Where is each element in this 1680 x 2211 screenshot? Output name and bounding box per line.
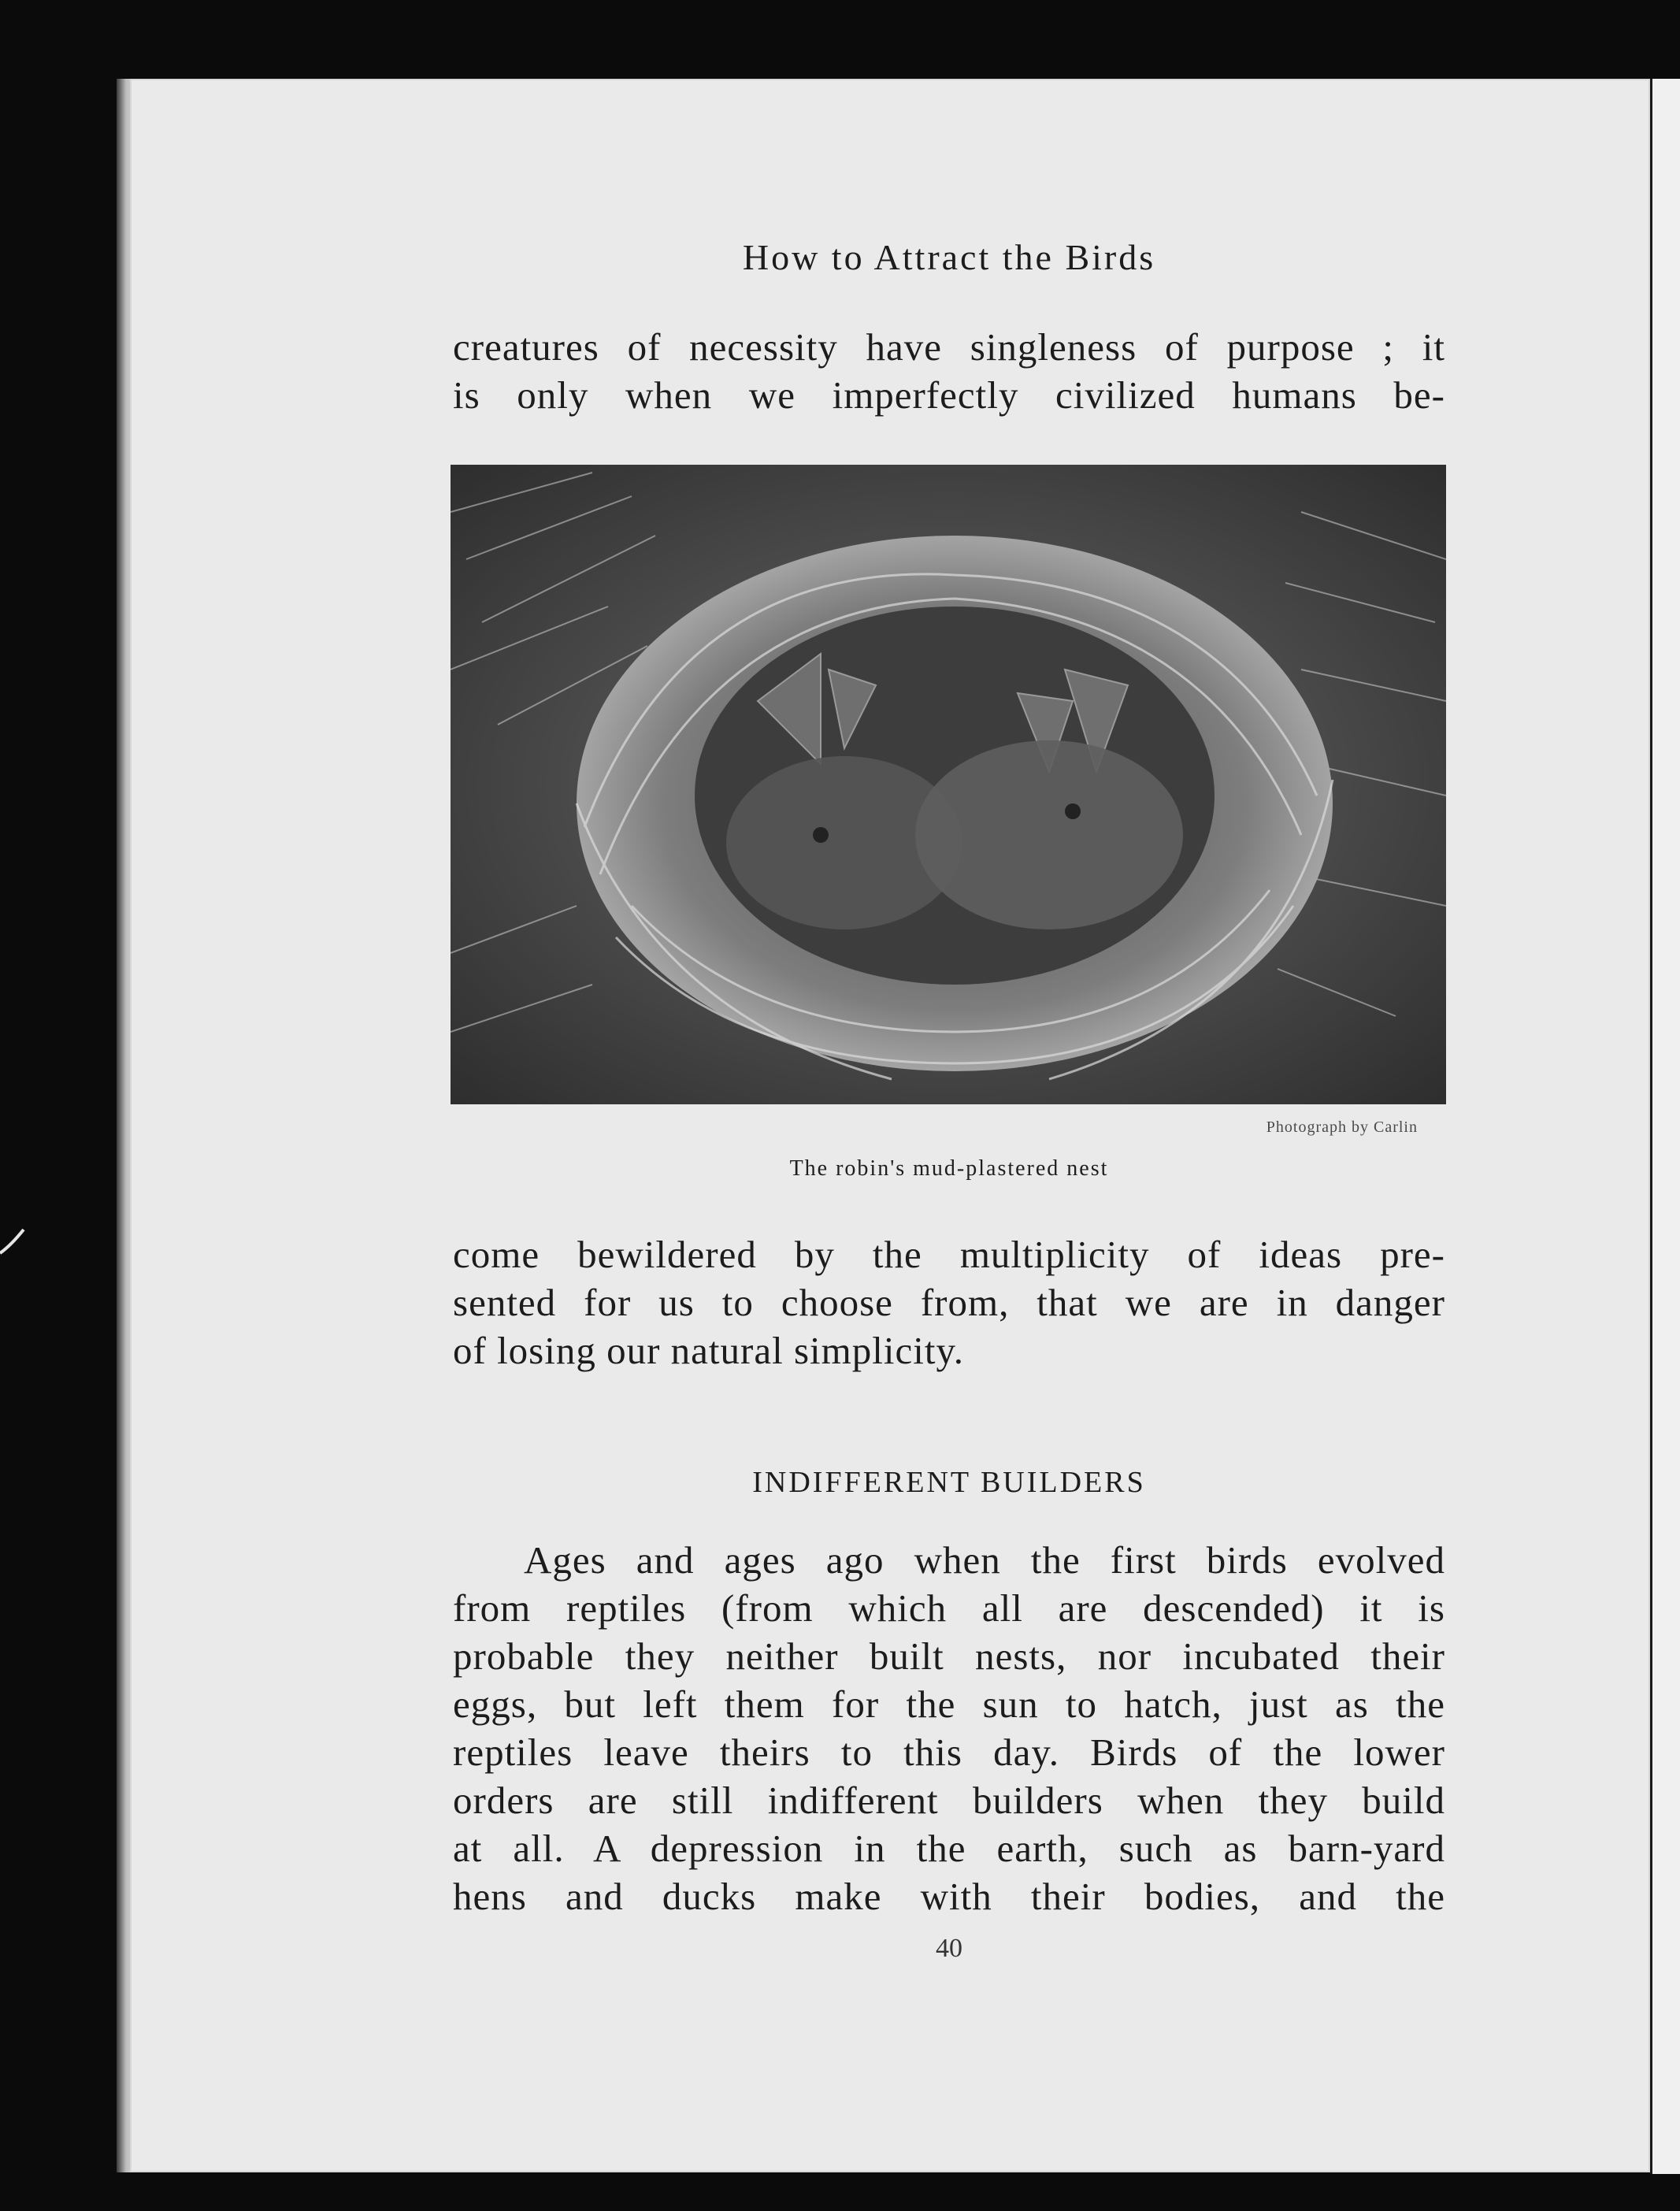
text-line: at all. A depression in the earth, such as barn-yard (453, 1827, 1445, 1870)
photo-credit: Photograph by Carlin (1266, 1118, 1418, 1136)
text-line: creatures of necessity have singleness of purpose ; it (453, 325, 1445, 369)
text-line: hens and ducks make with their bodies, and the (453, 1875, 1445, 1918)
text-line: probable they neither built nests, nor incubated their (453, 1634, 1445, 1678)
scan-artifact-mark (0, 1225, 28, 1256)
continued-paragraph (453, 1230, 1445, 1374)
text-line: reptiles leave theirs to this day. Birds of the lower (453, 1731, 1445, 1774)
text-line: from reptiles (from which all are descended) it is (453, 1586, 1445, 1630)
text-line: come bewildered by the multiplicity of ideas pre- (453, 1233, 1445, 1276)
facing-page-edge (1650, 79, 1680, 2174)
text-line: of losing our natural simplicity. (453, 1329, 965, 1372)
running-head: How to Attract the Birds (742, 237, 1156, 277)
text-line: is only when we imperfectly civilized humans be- (453, 373, 1445, 417)
top-paragraph (453, 323, 1445, 419)
text-line: Ages and ages ago when the first birds evolved (524, 1538, 1445, 1582)
page-number: 40 (936, 1934, 962, 1963)
text-line: sented for us to choose from, that we are in danger (453, 1281, 1445, 1324)
nest-photo (451, 465, 1446, 1104)
section-heading: INDIFFERENT BUILDERS (752, 1466, 1146, 1499)
nest-photo-icon (451, 465, 1446, 1104)
section-paragraph (453, 1536, 1445, 1920)
photo-caption: The robin's mud-plastered nest (789, 1156, 1109, 1181)
text-line: eggs, but left them for the sun to hatch, just as the (453, 1682, 1445, 1726)
text-line: orders are still indifferent builders when they build (453, 1779, 1445, 1822)
